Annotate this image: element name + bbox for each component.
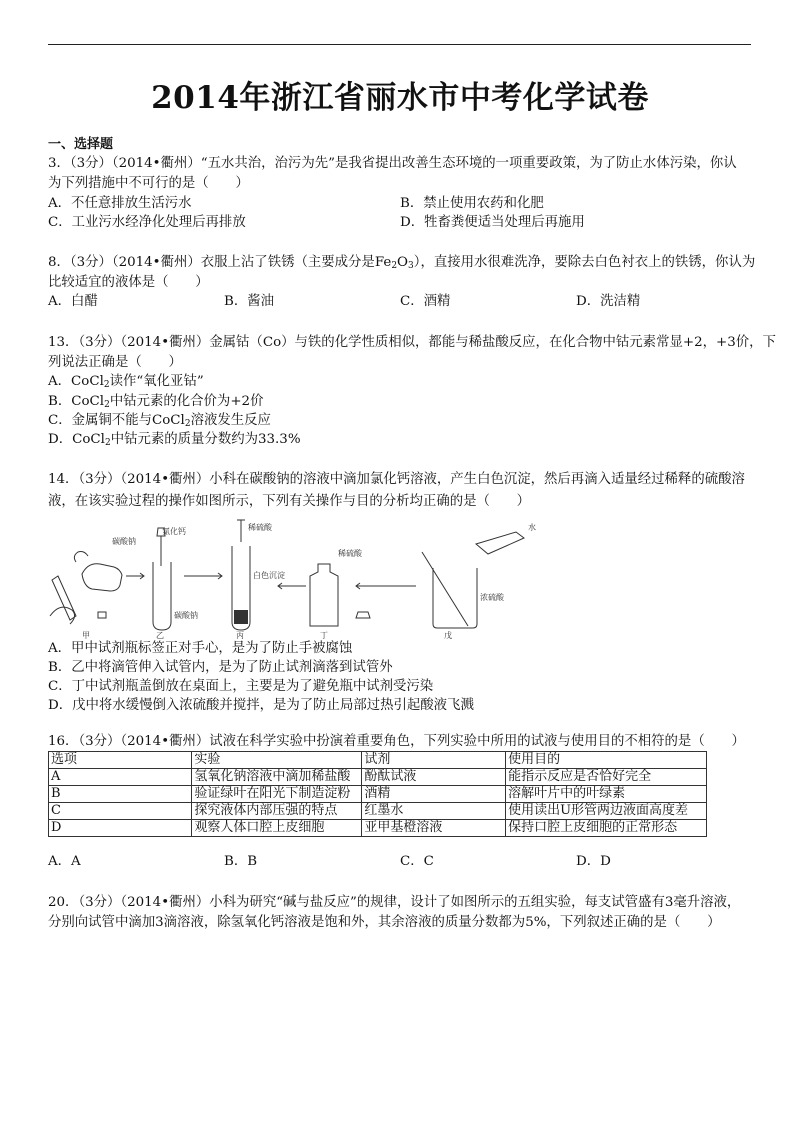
q16-option-a: A．A bbox=[48, 854, 81, 869]
q3-stem-line2: 为下列措施中不可行的是（ ） bbox=[48, 176, 249, 191]
q13-option-b: B．CoCl$_2$中钴元素的化合价为+2价 bbox=[48, 394, 264, 410]
label-lvhuagai: 氯化钙 bbox=[162, 527, 186, 536]
label-nongliusuan: 浓硫酸 bbox=[480, 593, 504, 602]
label-wu: 戊 bbox=[444, 631, 452, 640]
label-jia: 甲 bbox=[82, 631, 90, 640]
pouring-vessel-wu bbox=[476, 532, 524, 554]
table-cell: C bbox=[49, 803, 192, 820]
table-row bbox=[49, 803, 707, 820]
table-cell: 能指示反应是否恰好完全 bbox=[506, 769, 707, 786]
reagent-bottle-jia bbox=[82, 564, 122, 591]
table-cell: 探究液体内部压强的特点 bbox=[192, 803, 362, 820]
label-yi: 乙 bbox=[156, 631, 164, 640]
table-cell: B bbox=[49, 786, 192, 803]
q14-option-d: D．戊中将水缓慢倒入浓硫酸并搅拌，是为了防止局部过热引起酸液飞溅 bbox=[48, 698, 474, 713]
precipitate-bing bbox=[234, 610, 248, 624]
table-cell: 亚甲基橙溶液 bbox=[362, 820, 506, 837]
table-cell: 红墨水 bbox=[362, 803, 506, 820]
q14-experiment-figure bbox=[48, 516, 596, 640]
table-cell: 试剂 bbox=[362, 752, 506, 769]
q20-stem-line1: 20．（3分）（2014•衢州）小科为研究“碱与盐反应”的规律，设计了如图所示的五组实验，每支试管盛有3毫升溶液， bbox=[48, 895, 741, 910]
stopper-jia bbox=[98, 612, 106, 618]
stopper-ding bbox=[356, 612, 370, 618]
q13-stem-line2: 列说法正确是（ ） bbox=[48, 355, 182, 370]
q8-option-c: C．酒精 bbox=[400, 294, 451, 309]
bottle-ding bbox=[310, 564, 338, 626]
table-cell: 选项 bbox=[49, 752, 192, 769]
table-cell: 观察人体口腔上皮细胞 bbox=[192, 820, 362, 837]
table-cell: 实验 bbox=[192, 752, 362, 769]
page-title: 2014年浙江省丽水市中考化学试卷 bbox=[151, 80, 649, 116]
table-row bbox=[49, 820, 707, 837]
beaker-wu bbox=[433, 568, 477, 628]
arrow-1 bbox=[126, 573, 144, 579]
label-tansuanna2: 碳酸钠 bbox=[174, 611, 198, 620]
test-tube-jia bbox=[52, 576, 76, 620]
q3-option-b: B．禁止使用农药和化肥 bbox=[400, 196, 544, 211]
q13-option-d: D．CoCl$_2$中钴元素的质量分数约为33.3% bbox=[48, 432, 301, 448]
q3-option-a: A．不任意排放生活污水 bbox=[48, 196, 192, 211]
q3-option-d: D．牲畜粪便适当处理后再施用 bbox=[400, 215, 585, 230]
q14-option-a: A．甲中试剂瓶标签正对手心，是为了防止手被腐蚀 bbox=[48, 641, 353, 656]
label-baisechendian: 白色沉淀 bbox=[253, 571, 285, 580]
table-cell: 酚酞试液 bbox=[362, 769, 506, 786]
table-cell: 使用读出U形管两边液面高度差 bbox=[506, 803, 707, 820]
glass-rod-wu bbox=[422, 552, 468, 626]
table-cell: 使用目的 bbox=[506, 752, 707, 769]
q8-option-a: A．白醋 bbox=[48, 294, 98, 309]
table-cell: 氢氧化钠溶液中滴加稀盐酸 bbox=[192, 769, 362, 786]
q8-option-b: B．酱油 bbox=[224, 294, 275, 309]
top-rule bbox=[48, 44, 751, 45]
table-cell: 保持口腔上皮细胞的正常形态 bbox=[506, 820, 707, 837]
table-row bbox=[49, 769, 707, 786]
label-bing: 丙 bbox=[236, 631, 244, 640]
hand-holding-tube bbox=[50, 607, 75, 624]
q8-option-d: D．洗洁精 bbox=[576, 294, 641, 309]
q14-stem-line2: 液，在该实验过程的操作如图所示，下列有关操作与目的分析均正确的是（ ） bbox=[48, 494, 531, 509]
table-cell: A bbox=[49, 769, 192, 786]
q3-stem-line1: 3．（3分）（2014•衢州）“五水共治，治污为先”是我省提出改善生态环境的一项重要政策，为了防止水体污染，你认 bbox=[48, 156, 737, 171]
q8-stem-line1: 8．（3分）（2014•衢州）衣服上沾了铁锈（主要成分是$Fe_2O_3$），直接用水很难洗净，要除去白色衬衣上的铁锈，你认为 bbox=[48, 255, 756, 271]
table-row bbox=[49, 786, 707, 803]
label-ding: 丁 bbox=[320, 631, 328, 640]
arrow-2 bbox=[184, 573, 222, 579]
table-cell: 溶解叶片中的叶绿素 bbox=[506, 786, 707, 803]
table-cell: 酒精 bbox=[362, 786, 506, 803]
q3-option-c: C．工业污水经净化处理后再排放 bbox=[48, 215, 246, 230]
q16-option-d: D．D bbox=[576, 854, 611, 869]
q8-stem-line2: 比较适宜的液体是（ ） bbox=[48, 275, 209, 290]
label-xiliusuan: 稀硫酸 bbox=[248, 523, 272, 532]
arrow-3 bbox=[278, 583, 306, 589]
q16-stem-line1: 16．（3分）（2014•衢州）试液在科学实验中扮演着重要角色，下列实验中所用的试液与使用目的不相符的是（ ） bbox=[48, 734, 745, 749]
table-cell: 验证绿叶在阳光下制造淀粉 bbox=[192, 786, 362, 803]
q14-stem-line1: 14．（3分）（2014•衢州）小科在碳酸钠的溶液中滴加氯化钙溶液，产生白色沉淀，然后再滴入适量经过稀释的硫酸溶 bbox=[48, 472, 745, 487]
dropper-bing bbox=[237, 520, 245, 542]
section-heading: 一、选择题 bbox=[48, 137, 114, 152]
q16-table bbox=[48, 751, 707, 837]
q20-stem-line2: 分别向试管中滴加3滴溶液，除氢氧化钙溶液是饱和外，其余溶液的质量分数都为5%，下列叙述正确的是（ ） bbox=[48, 915, 721, 930]
label-shui: 水 bbox=[528, 523, 536, 532]
q16-option-c: C．C bbox=[400, 854, 434, 869]
q16-option-b: B．B bbox=[224, 854, 258, 869]
label-xiliusuan2: 稀硫酸 bbox=[338, 549, 362, 558]
hand-jia bbox=[74, 552, 88, 563]
table-cell: D bbox=[49, 820, 192, 837]
q13-stem-line1: 13．（3分）（2014•衢州）金属钴（Co）与铁的化学性质相似，都能与稀盐酸反应，在化合物中钴元素常显+2，+3价，下 bbox=[48, 335, 776, 350]
test-tube-yi bbox=[153, 562, 171, 630]
arrow-4 bbox=[356, 583, 416, 589]
q14-option-b: B．乙中将滴管伸入试管内，是为了防止试剂滴落到试管外 bbox=[48, 660, 393, 675]
q13-option-c: C．金属铜不能与CoCl$_2$溶液发生反应 bbox=[48, 413, 271, 429]
label-tansuanna: 碳酸钠 bbox=[112, 537, 136, 546]
table-row bbox=[49, 752, 707, 769]
q14-option-c: C．丁中试剂瓶盖倒放在桌面上，主要是为了避免瓶中试剂受污染 bbox=[48, 679, 434, 694]
q13-option-a: A．CoCl$_2$读作“氧化亚钴” bbox=[48, 374, 204, 390]
